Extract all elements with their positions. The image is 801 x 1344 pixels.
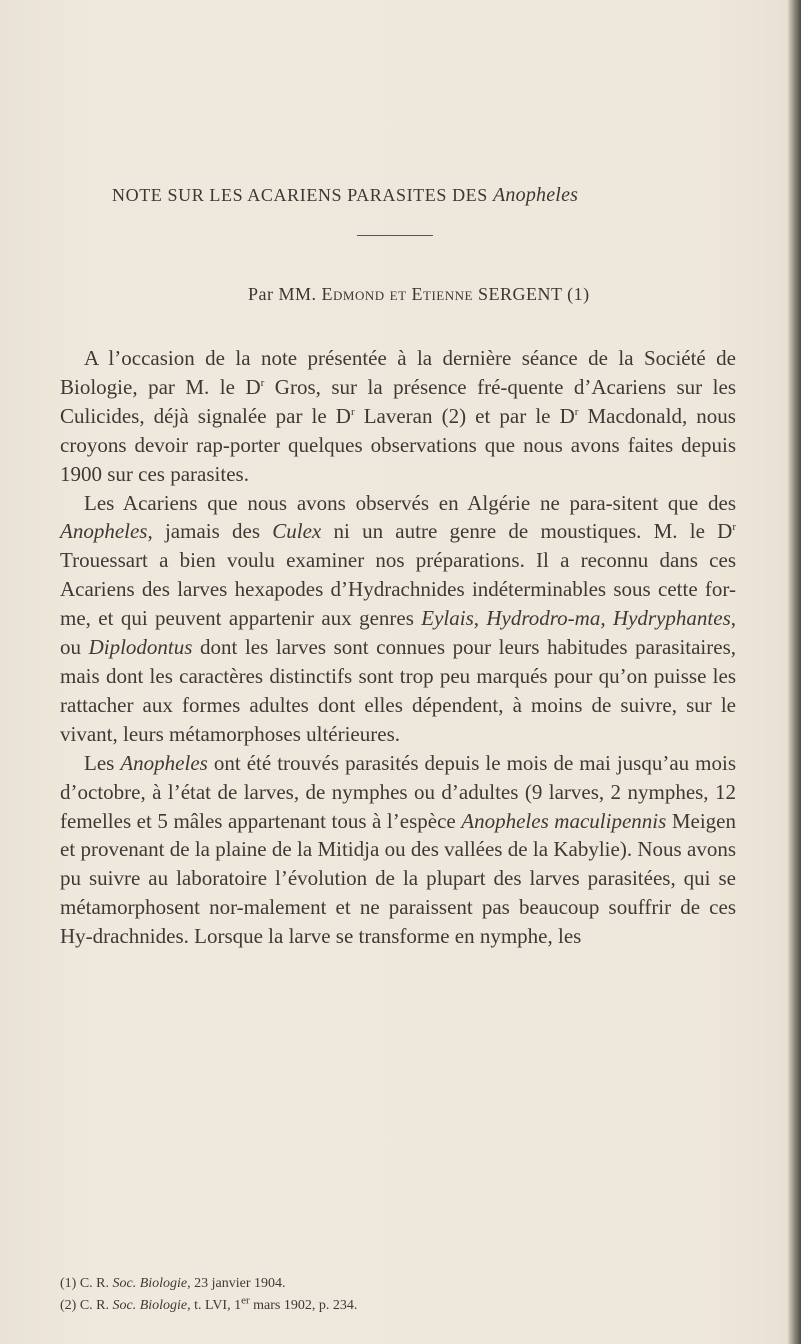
- body-text: [60, 344, 736, 951]
- footnote: [60, 1273, 740, 1295]
- italic-run: Anopheles: [60, 519, 148, 544]
- italic-run: Soc. Biologie: [112, 1298, 188, 1313]
- text-run: (2) C. R.: [60, 1298, 113, 1313]
- title-rule: [357, 235, 433, 236]
- authors-note: (1): [567, 284, 590, 304]
- paragraph: [60, 344, 736, 489]
- text-run: Trouessart a bien voulu examiner nos préparations. Il a reconnu dans ces Acariens des larves hexapodes d’Hydrachnides indéterminables sous cette for-me, et qui peuvent appartenir aux genres: [60, 548, 736, 631]
- italic-run: Anopheles: [120, 750, 208, 775]
- text-run: Les Acariens que nous avons observés en Algérie ne para-sitent que des: [84, 490, 736, 515]
- binding-edge: [787, 0, 801, 1344]
- text-run: , t. LVI, 1: [187, 1298, 242, 1313]
- superscript-run: r: [732, 521, 736, 534]
- text-run: dont les larves sont connues pour leurs habitudes parasitaires, mais dont les caractères distinctifs sont trop peu marqués pour qu’on puisse les rattacher aux formes adultes dont elles dépendent, à moins de suivre, sur le vivant, leurs métamorphoses ultérieures.: [60, 635, 736, 746]
- text-run: A l’occasion de la note présentée à la dernière séance de la Société de Biologie, par M. le D: [60, 346, 736, 399]
- superscript-run: r: [574, 405, 579, 418]
- text-run: Laveran (2) et par le D: [354, 403, 575, 428]
- article-title: [112, 184, 672, 207]
- authors-surname: SERGENT: [477, 284, 563, 304]
- title-genus: Anopheles: [493, 184, 579, 206]
- italic-run: Soc. Biologie: [112, 1276, 188, 1291]
- superscript-run: r: [260, 376, 265, 389]
- text-run: Meigen et provenant de la plaine de la Mitidja ou des vallées de la Kabylie). Nous avons pu suivre au laboratoire l’évolution de la plupart des larves parasitées, qui se métamorphosent nor-malement et ne paraissent pas beaucoup souffrir de ces Hy-drachnides. Lorsque la larve se transforme en nymphe, les: [60, 808, 736, 949]
- superscript-run: r: [350, 405, 355, 418]
- authors-prefix: Par MM.: [248, 284, 317, 304]
- text-run: Les: [84, 750, 121, 775]
- authors-names: Edmond et Etienne: [321, 284, 473, 304]
- text-run: ni un autre genre de moustiques. M. le D: [321, 519, 733, 544]
- superscript-run: er: [241, 1294, 250, 1307]
- authors-line: [248, 284, 590, 305]
- footnotes: [60, 1273, 740, 1317]
- text-run: (1) C. R.: [60, 1276, 113, 1291]
- italic-run: Anopheles maculipennis: [461, 808, 667, 833]
- text-run: , ou: [60, 606, 736, 660]
- title-main: NOTE SUR LES ACARIENS PARASITES DES: [112, 185, 488, 205]
- italic-run: Diplodontus: [88, 635, 193, 660]
- text-run: Gros, sur la présence fré-quente d’Acariens sur les Culicides, déjà signalée par le D: [60, 374, 736, 428]
- italic-run: Culex: [272, 519, 322, 544]
- text-run: , 23 janvier 1904.: [187, 1276, 286, 1291]
- text-run: , jamais des: [147, 519, 273, 544]
- text-run: ont été trouvés parasités depuis le mois de mai jusqu’au mois d’octobre, à l’état de larves, de nymphes ou d’adultes (9 larves, 2 nymphes, 12 femelles et 5 mâles appartenant tous à l’espèce: [60, 750, 736, 833]
- text-run: Macdonald, nous croyons devoir rap-porter quelques observations que nous avons faites depuis 1900 sur ces parasites.: [60, 403, 736, 486]
- footnote: [60, 1295, 740, 1317]
- text-run: mars 1902, p. 234.: [249, 1298, 358, 1313]
- paragraph: [60, 749, 736, 951]
- italic-run: Eylais, Hydrodro-ma, Hydryphantes: [421, 606, 731, 631]
- paragraph: [60, 489, 736, 749]
